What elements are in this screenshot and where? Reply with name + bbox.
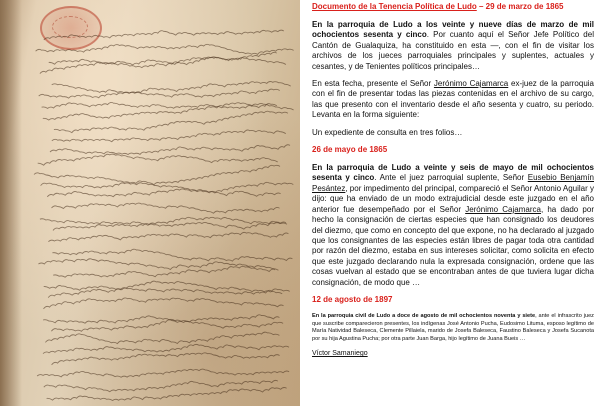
document-date: 29 de marzo de 1865: [485, 2, 564, 11]
ink-stroke: [38, 154, 278, 165]
ink-stroke: [52, 353, 280, 365]
ink-stroke: [47, 182, 293, 196]
ink-stroke: [47, 388, 287, 401]
ink-stroke: [36, 44, 294, 54]
section3-paragraph: [312, 313, 594, 343]
title-dash: –: [479, 2, 486, 11]
section2-p1c: , ha dado por hecho la consignación de ciertas especies que han consignado los deudores del diezmo, que como en concepto del que expone, no ha declarado al juzgado que los consignantes de las especies están libres de pagar toda otra cantidad por razón del diezmo, estaba en sus intereses solicitar, como solicita en efecto que este juzgado declarando nula la expresada consignación, ordene que las cosas vuelvan al estado que se encontraban antes de que tuviera lugar dicha consignación, de modo que …: [312, 204, 594, 287]
ink-stroke: [44, 30, 284, 40]
section1-paragraph3: Un expediente de consulta en tres folios…: [312, 127, 463, 137]
signature-name: Víctor Samaniego: [312, 350, 368, 358]
person-name: Jerónimo Cajamarca: [465, 204, 541, 214]
section2-date: 26 de mayo de 1865: [312, 145, 388, 155]
ink-stroke: [40, 57, 286, 73]
section2-p1b: , por impedimento del principal, compareció el Señor Antonio Aguilar y dijo: que ha enviado de un modo extrajudicial desde este juzgado en el año anterior fue desempeñado por el Señor: [312, 183, 594, 214]
section1-paragraph1: [312, 20, 594, 72]
ink-stroke: [54, 111, 288, 132]
ink-stroke: [48, 232, 288, 241]
ink-stroke: [37, 369, 289, 377]
ink-stroke: [38, 259, 278, 271]
ink-stroke: [44, 298, 284, 309]
ink-stroke: [48, 281, 282, 297]
section1-paragraph2: [312, 79, 594, 121]
ink-stroke: [50, 145, 290, 155]
document-title-text: Documento de la Tenencia Política de Ludo: [312, 2, 477, 11]
ink-stroke: [52, 130, 286, 142]
section2-opening: En la parroquia de Ludo a veinte y seis de mayo de mil ochocientos sesenta y cinco: [312, 163, 594, 183]
ink-stroke: [49, 52, 277, 65]
section2-p1a: . Ante el juez parroquial suplente, Señor: [374, 173, 528, 183]
ink-stroke: [44, 286, 290, 295]
section3-date: 12 de agosto de 1897: [312, 294, 393, 304]
ink-stroke: [44, 380, 278, 391]
ink-stroke: [34, 165, 280, 184]
section3-opening: En la parroquia civil de Ludo a doce de agosto de mil ochocientos noventa y siete: [312, 312, 536, 319]
ink-stroke: [52, 203, 280, 213]
section1-p2a: En esta fecha, presente el Señor: [312, 79, 434, 89]
ink-stroke: [41, 183, 281, 197]
person-name: Jerónimo Cajamarca: [433, 79, 509, 89]
transcription-panel: [304, 0, 596, 406]
section1-opening: En la parroquia de Ludo a los veinte y nueve días de marzo de mil ochocientos sesenta y cinco: [312, 20, 594, 40]
document-title: [312, 2, 594, 12]
ink-stroke: [45, 332, 279, 343]
section1-p2b: ex-juez de la parroquia con el fin de presentar todas las piezas contenidas en el archivo de su cargo, las que presento con el inventario desde el año sesenta y cuatro, su periodo. Levanta en la forma siguiente:: [312, 79, 594, 120]
section3-body: , ante el infrascrito juez que suscribe comparecieron presentes, los indígenas José Antonio Pucha, Eudosimo Lituma, esposo legítimo de María Natividad Baleseca, Clemente Pillaiela, marido de Josefa Baleseca, Faustino Baleseca y Josefa Sucanota por su hija Agustina Pucha; por otra parte Juan Barga, hijo legítimo de Juana Bueis …: [312, 312, 594, 342]
person-name: Eusebio Benjamín Pesántez: [312, 173, 595, 193]
section2-paragraph: [312, 163, 594, 288]
ink-stroke: [43, 344, 289, 353]
section1-body: . Por cuanto aquí el Señor Jefe Político del Cantón de Gualaquiza, ha constituido en esta —, con el fin de visitar los archivos de los jueces parroquiales principales y suplentes, actuales y cesantes, y de Tenientes políticos principales…: [312, 30, 594, 71]
